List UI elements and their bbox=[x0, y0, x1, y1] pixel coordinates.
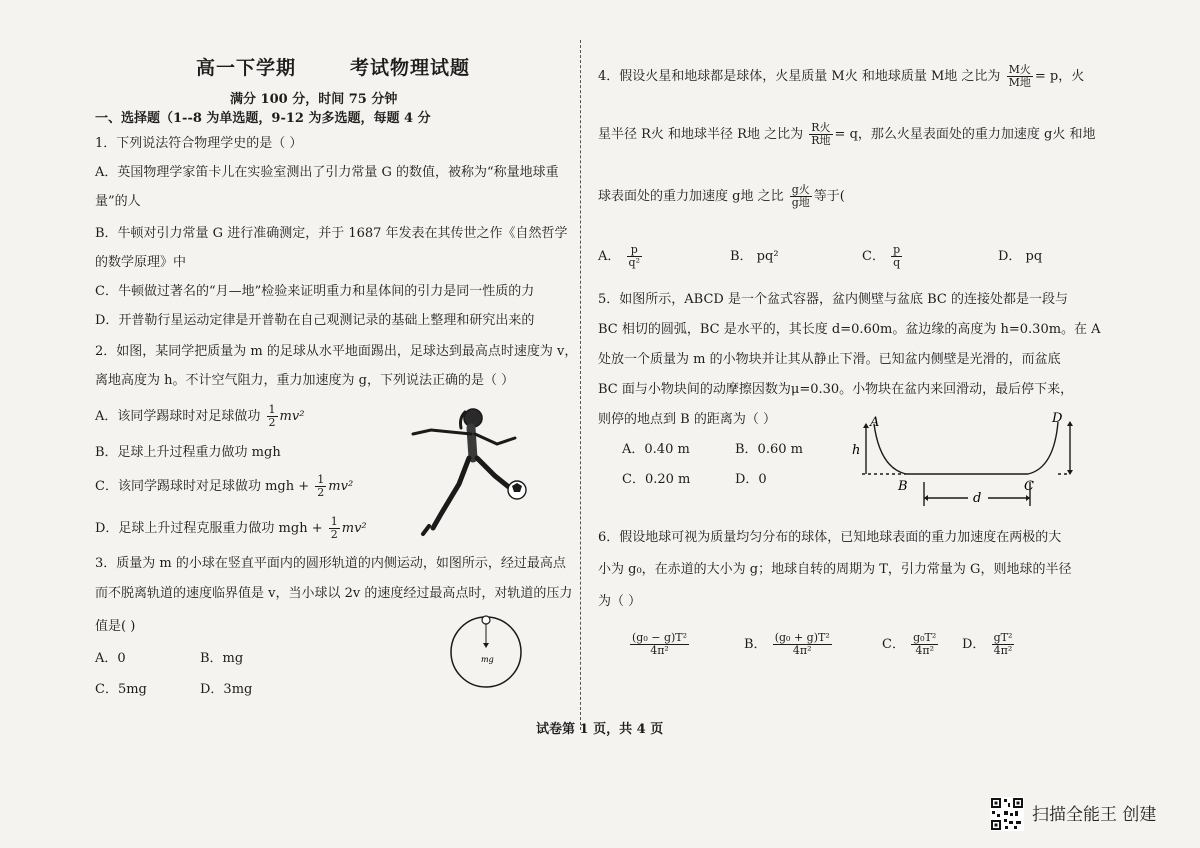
q2-option-c-text: C．该同学踢球时对足球做功 mgh + bbox=[95, 479, 310, 494]
q3-option-c: C．5mg bbox=[95, 682, 147, 697]
q4-option-c-fraction bbox=[891, 244, 902, 269]
exam-meta: 满分 100 分，时间 75 分钟 bbox=[230, 92, 398, 107]
fraction-denominator: 4π² bbox=[915, 644, 935, 657]
point-d-label: D bbox=[1052, 411, 1063, 426]
q5-option-c: C．0.20 m bbox=[622, 472, 691, 487]
fraction-numerator: g₀T² bbox=[913, 631, 937, 644]
q6-option-b-label: B． bbox=[744, 637, 767, 652]
fraction-denominator: 4π² bbox=[792, 644, 812, 657]
length-label: d bbox=[973, 491, 982, 506]
q6-option-a-fraction bbox=[630, 632, 689, 657]
q4-option-c-label: C． bbox=[862, 249, 885, 264]
q2-option-d-mv2: mv² bbox=[341, 521, 367, 536]
q6-option-c bbox=[882, 630, 940, 660]
fraction-numerator: R火 bbox=[811, 121, 831, 134]
gravity-label: mg bbox=[481, 655, 494, 664]
q1-option-b-line2: 的数学原理》中 bbox=[95, 255, 187, 270]
q1-option-c: C．牛顿做过著名的“月—地”检验来证明重力和星体间的引力是同一性质的力 bbox=[95, 284, 535, 299]
q2-option-d bbox=[95, 514, 367, 544]
q4-gravity-ratio bbox=[790, 184, 812, 209]
fraction-numerator: 1 bbox=[330, 515, 338, 528]
q4-line2-text: 星半径 R火 和地球半径 R地 之比为 bbox=[598, 127, 804, 142]
fraction-denominator: q² bbox=[628, 256, 640, 269]
fraction-denominator: M地 bbox=[1008, 76, 1031, 89]
q6-option-a bbox=[628, 630, 691, 660]
q4-option-c bbox=[862, 242, 904, 272]
q4-line2 bbox=[598, 120, 1095, 150]
fraction-denominator: q bbox=[893, 256, 901, 269]
fraction-denominator: 2 bbox=[330, 528, 338, 541]
q1-option-d: D．开普勒行星运动定律是开普勒在自己观测记录的基础上整理和研究出来的 bbox=[95, 313, 535, 328]
q5-option-a: A．0.40 m bbox=[622, 442, 690, 457]
q6-option-d bbox=[962, 630, 1016, 660]
q2-option-a-fraction bbox=[267, 404, 278, 429]
q2-option-c-mv2: mv² bbox=[328, 479, 354, 494]
fraction-denominator: 2 bbox=[317, 486, 325, 499]
fraction-numerator: p bbox=[893, 243, 901, 256]
qr-code-icon bbox=[990, 797, 1024, 831]
q1-stem: 1．下列说法符合物理学史的是（ ） bbox=[95, 136, 303, 151]
q5-line4: BC 面与小物块间的动摩擦因数为μ=0.30。小物块在盆内来回滑动，最后停下来， bbox=[598, 382, 1074, 397]
q6-option-b bbox=[744, 630, 834, 660]
q6-line2: 小为 g₀，在赤道的大小为 g；地球自转的周期为 T，引力常量为 G，则地球的半径 bbox=[598, 562, 1072, 577]
point-a-label: A bbox=[870, 415, 880, 430]
fraction-numerator: g火 bbox=[791, 183, 810, 196]
q6-line3: 为（ ） bbox=[598, 594, 642, 609]
q5-line2: BC 相切的圆弧，BC 是水平的，其长度 d=0.60m。盆边缘的高度为 h=0.30m。在 A bbox=[598, 322, 1101, 337]
fraction-denominator: 4π² bbox=[993, 644, 1013, 657]
circular-track-figure bbox=[448, 610, 526, 690]
q4-option-b: B． pq² bbox=[730, 249, 779, 264]
point-c-label: C bbox=[1024, 479, 1034, 494]
q4-option-a-fraction bbox=[627, 244, 642, 269]
fraction-denominator: 2 bbox=[268, 416, 276, 429]
q5-line5: 则停的地点到 B 的距离为（ ） bbox=[598, 412, 776, 427]
fraction-numerator: (g₀ + g)T² bbox=[774, 631, 830, 644]
q4-mass-ratio bbox=[1007, 64, 1033, 89]
fraction-denominator: g地 bbox=[791, 196, 810, 209]
q1-option-a-line1: A．英国物理学家笛卡儿在实验室测出了引力常量 G 的数值，被称为“称量地球重 bbox=[95, 165, 559, 180]
q2-option-d-text: D．足球上升过程克服重力做功 mgh + bbox=[95, 521, 323, 536]
q2-option-c bbox=[95, 472, 353, 502]
q2-option-a-text: A．该同学踢球时对足球做功 bbox=[95, 409, 261, 424]
q2-stem-line1: 2．如图，某同学把质量为 m 的足球从水平地面踢出，足球达到最高点时速度为 v， bbox=[95, 344, 578, 359]
ball-icon bbox=[482, 616, 490, 624]
q3-option-d: D．3mg bbox=[200, 682, 253, 697]
page-number: 试卷第 1 页，共 4 页 bbox=[536, 722, 664, 737]
q4-option-a-label: A． bbox=[598, 249, 621, 264]
q6-option-d-label: D． bbox=[962, 637, 986, 652]
fraction-numerator: (g₀ − g)T² bbox=[632, 631, 688, 644]
q2-option-b: B．足球上升过程重力做功 mgh bbox=[95, 445, 281, 460]
q6-line1: 6．假设地球可视为质量均匀分布的球体，已知地球表面的重力加速度在两极的大 bbox=[598, 530, 1062, 545]
q6-option-c-fraction bbox=[911, 632, 938, 657]
q2-stem-line2: 离地高度为 h。不计空气阻力，重力加速度为 g，下列说法正确的是（ ） bbox=[95, 373, 515, 388]
section-heading: 一、选择题（1--8 为单选题，9-12 为多选题，每题 4 分 bbox=[95, 111, 431, 126]
q4-line3-text: 球表面处的重力加速度 g地 之比 bbox=[598, 189, 784, 204]
q5-option-d: D．0 bbox=[735, 472, 767, 487]
fraction-numerator: M火 bbox=[1008, 63, 1031, 76]
q3-option-b: B．mg bbox=[200, 651, 244, 666]
q6-option-b-fraction bbox=[773, 632, 832, 657]
q3-stem-line2: 而不脱离轨道的速度临界值是 v，当小球以 2v 的速度经过最高点时，对轨道的压力 bbox=[95, 586, 573, 601]
exam-title-right: 考试物理试题 bbox=[350, 57, 471, 79]
exam-title-left: 高一下学期 bbox=[196, 57, 297, 79]
q3-stem-line1: 3．质量为 m 的小球在竖直平面内的圆形轨道的内侧运动，如图所示，经过最高点 bbox=[95, 556, 566, 571]
q2-option-c-fraction bbox=[315, 474, 326, 499]
q4-line3 bbox=[598, 182, 845, 212]
q3-stem-line3: 值是( ) bbox=[95, 619, 136, 634]
column-divider bbox=[580, 40, 581, 730]
height-label: h bbox=[852, 443, 861, 458]
fraction-numerator: p bbox=[627, 244, 642, 257]
scanner-brand-label: 扫描全能王 创建 bbox=[1032, 805, 1157, 825]
basin-container-figure bbox=[848, 410, 1083, 510]
q4-line3-tail: 等于( bbox=[813, 189, 845, 204]
q3-option-a: A．0 bbox=[95, 651, 126, 666]
q4-line1-tail: = p，火 bbox=[1034, 69, 1085, 84]
q5-line1: 5．如图所示，ABCD 是一个盆式容器，盆内侧壁与盆底 BC 的连接处都是一段与 bbox=[598, 292, 1068, 307]
q2-option-a-mv2: mv² bbox=[279, 409, 305, 424]
q6-option-c-label: C． bbox=[882, 637, 905, 652]
q4-option-a bbox=[598, 242, 644, 272]
q4-line1-text: 4．假设火星和地球都是球体，火星质量 M火 和地球质量 M地 之比为 bbox=[598, 69, 1001, 84]
q4-line2-tail: = q，那么火星表面处的重力加速度 g火 和地 bbox=[834, 127, 1096, 142]
q4-radius-ratio bbox=[809, 122, 832, 147]
q1-option-b-line1: B．牛顿对引力常量 G 进行准确测定，并于 1687 年发表在其传世之作《自然哲学 bbox=[95, 226, 568, 241]
fraction-numerator: 1 bbox=[317, 473, 325, 486]
fraction-denominator: R地 bbox=[811, 134, 831, 147]
q5-option-b: B．0.60 m bbox=[735, 442, 803, 457]
soccer-player-figure bbox=[405, 398, 535, 538]
point-b-label: B bbox=[898, 479, 908, 494]
q6-option-d-fraction bbox=[992, 632, 1015, 657]
q2-option-d-fraction bbox=[329, 516, 340, 541]
q2-option-a bbox=[95, 402, 304, 432]
q1-option-a-line2: 量”的人 bbox=[95, 194, 141, 209]
fraction-denominator: 4π² bbox=[650, 644, 669, 657]
q4-line1 bbox=[598, 62, 1084, 92]
fraction-numerator: gT² bbox=[993, 631, 1013, 644]
q4-option-d: D． pq bbox=[998, 249, 1043, 264]
q5-line3: 处放一个质量为 m 的小物块并让其从静止下滑。已知盆内侧壁是光滑的，而盆底 bbox=[598, 352, 1061, 367]
fraction-numerator: 1 bbox=[268, 403, 276, 416]
